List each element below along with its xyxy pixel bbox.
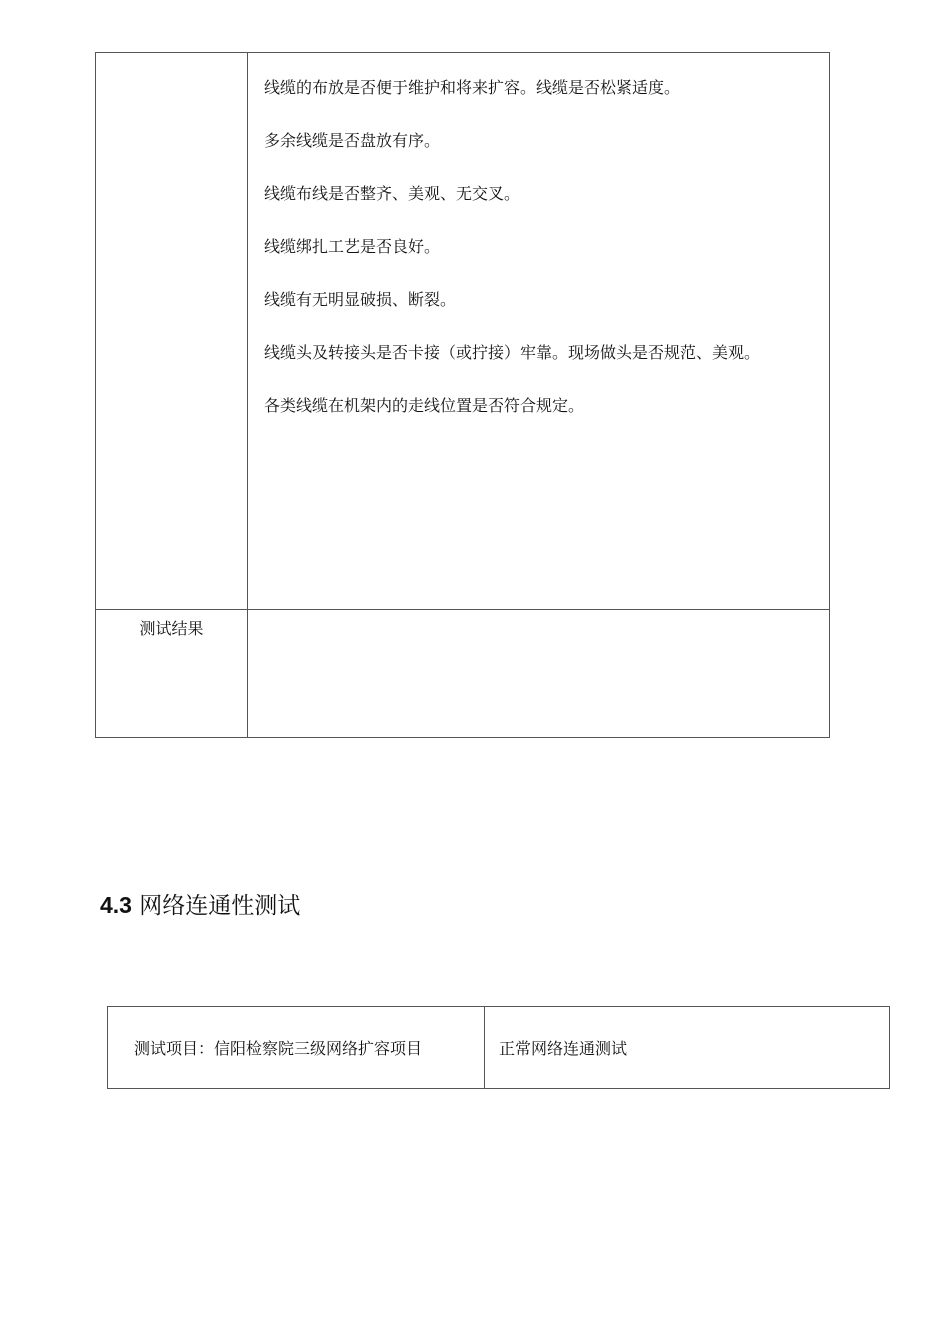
- column-divider: [484, 1007, 485, 1088]
- project-name-cell: 测试项目：信阳检察院三级网络扩容项目: [134, 1039, 423, 1058]
- project-table: [107, 1006, 890, 1089]
- criteria-item: 线缆有无明显破损、断裂。: [264, 290, 457, 309]
- section-title: 网络连通性测试: [139, 893, 301, 919]
- criteria-item: 多余线缆是否盘放有序。: [264, 131, 441, 150]
- criteria-item: 各类线缆在机架内的走线位置是否符合规定。: [264, 396, 585, 415]
- section-number: 4.3: [100, 892, 132, 918]
- inspection-table: [95, 52, 830, 738]
- row-divider: [96, 609, 829, 610]
- column-divider: [247, 53, 248, 737]
- criteria-item: 线缆布线是否整齐、美观、无交叉。: [264, 184, 521, 203]
- criteria-item: 线缆头及转接头是否卡接（或拧接）牢靠。现场做头是否规范、美观。: [264, 343, 761, 362]
- criteria-item: 线缆绑扎工艺是否良好。: [264, 237, 441, 256]
- result-label: 测试结果: [139, 619, 204, 638]
- section-heading: [100, 890, 300, 921]
- test-name-cell: 正常网络连通测试: [499, 1039, 628, 1058]
- criteria-list: [264, 77, 829, 448]
- criteria-item: 线缆的布放是否便于维护和将来扩容。线缆是否松紧适度。: [264, 78, 681, 97]
